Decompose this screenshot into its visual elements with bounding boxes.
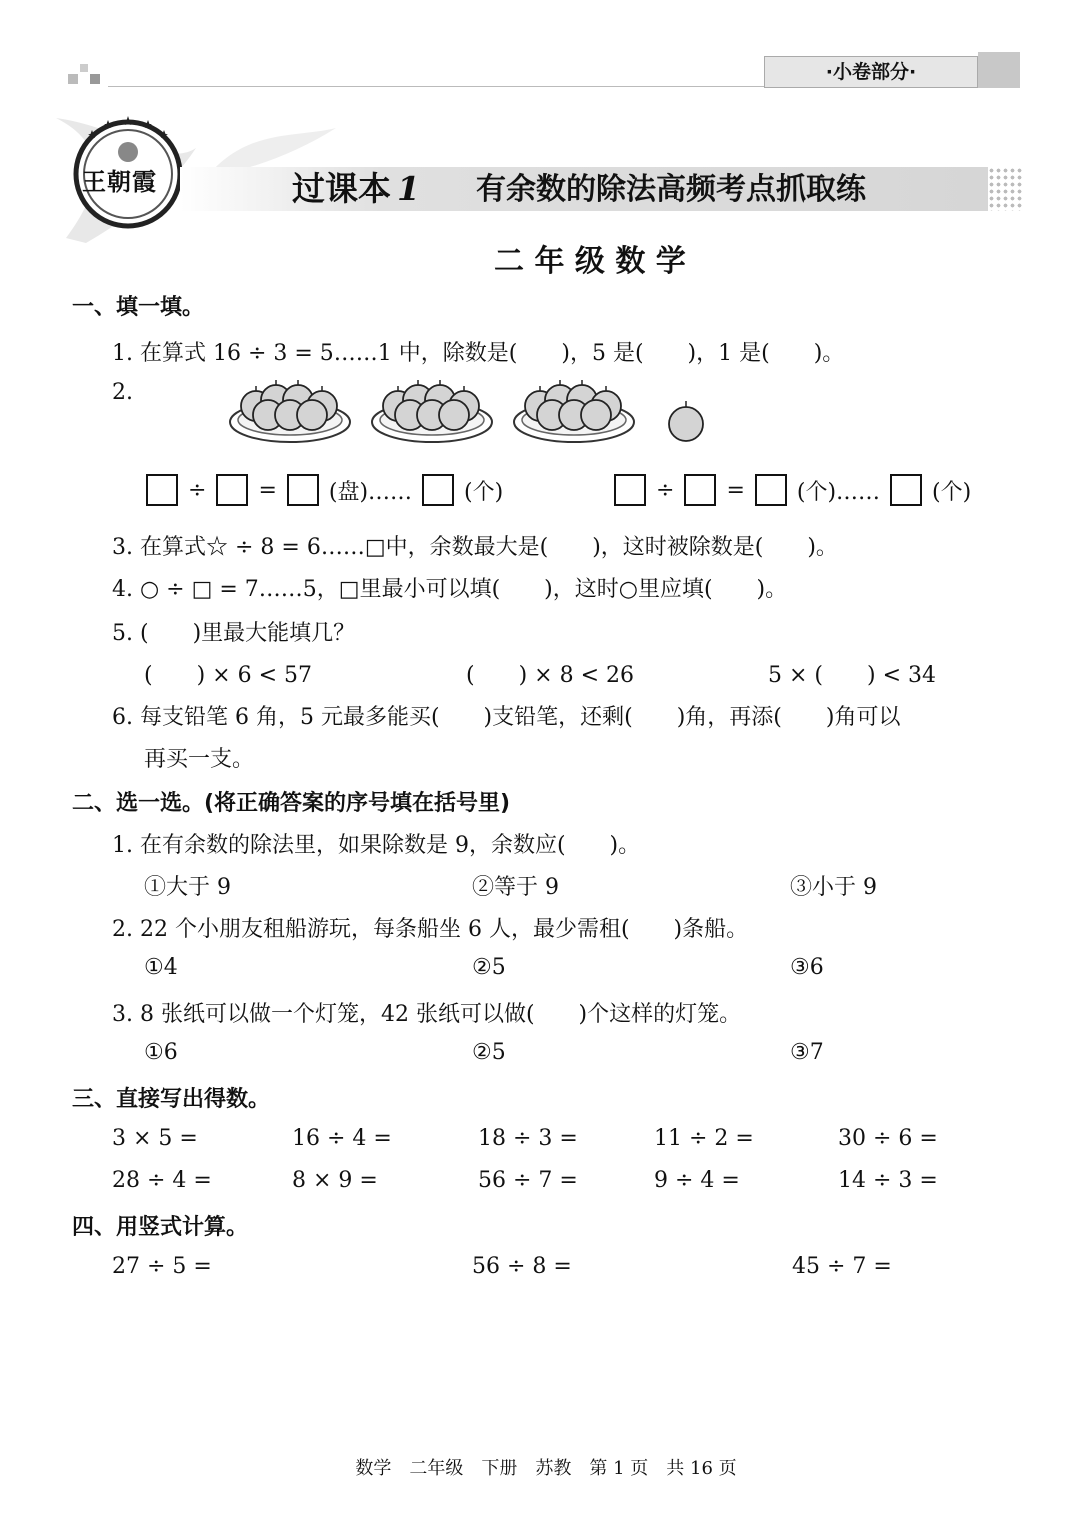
s2-q3-option-3: ③7 — [790, 1040, 824, 1065]
s2-q3-option-2: ②5 — [472, 1040, 506, 1065]
s2-q2-option-2: ②5 — [472, 955, 506, 980]
s3-item: 3 × 5 = — [112, 1126, 198, 1151]
answer-box[interactable] — [146, 474, 178, 506]
s1-q3: 3. 在算式☆ ÷ 8 = 6……□中，余数最大是( )，这时被除数是( )。 — [112, 535, 838, 560]
s4-item: 45 ÷ 7 = — [792, 1254, 892, 1279]
section-tag: ·小卷部分· — [764, 56, 978, 88]
answer-box[interactable] — [216, 474, 248, 506]
s2-q2-option-3: ③6 — [790, 955, 824, 980]
s1-q6-line2: 再买一支。 — [144, 747, 255, 772]
s3-item: 16 ÷ 4 = — [292, 1126, 392, 1151]
s2-q1-option-1: ①大于 9 — [144, 875, 231, 900]
s4-item: 56 ÷ 8 = — [472, 1254, 572, 1279]
s3-item: 56 ÷ 7 = — [478, 1168, 578, 1193]
lesson-heading — [292, 168, 420, 210]
s2-q1-option-2: ②等于 9 — [472, 875, 559, 900]
s3-item: 9 ÷ 4 = — [654, 1168, 740, 1193]
s1-q2-equation-2: ÷ = (个)…… (个) — [614, 474, 975, 506]
s1-q5-item-2: ( ) × 8 < 26 — [466, 663, 634, 688]
s1-q4: 4. ○ ÷ □ = 7……5，□里最小可以填( )，这时○里应填( )。 — [112, 577, 788, 602]
answer-box[interactable] — [422, 474, 454, 506]
s1-q5: 5. ( )里最大能填几？ — [112, 621, 356, 646]
s2-q2: 2. 22 个小朋友租船游玩，每条船坐 6 人，最少需租( )条船。 — [112, 917, 749, 942]
lesson-number: 1 — [397, 169, 420, 208]
lesson-title: 有余数的除法高频考点抓取练 — [476, 172, 866, 207]
page-footer: 数学 二年级 下册 苏教 第 1 页 共 16 页 — [355, 1458, 737, 1479]
s1-q5-item-3: 5 × ( ) < 34 — [768, 663, 936, 688]
s2-q3: 3. 8 张纸可以做一个灯笼，42 张纸可以做( )个这样的灯笼。 — [112, 1002, 742, 1027]
s3-item: 18 ÷ 3 = — [478, 1126, 578, 1151]
s3-item: 28 ÷ 4 = — [112, 1168, 212, 1193]
s3-item: 14 ÷ 3 = — [838, 1168, 938, 1193]
banner-dots — [988, 167, 1022, 211]
s1-q1: 1. 在算式 16 ÷ 3 = 5……1 中，除数是( )，5 是( )，1 是( )。 — [112, 341, 845, 366]
answer-box[interactable] — [287, 474, 319, 506]
s1-q5-item-1: ( ) × 6 < 57 — [144, 663, 312, 688]
tag-end-block — [978, 52, 1020, 88]
logo-text: 王朝霞 — [82, 167, 157, 196]
s2-q1-option-3: ③小于 9 — [790, 875, 877, 900]
s3-item: 30 ÷ 6 = — [838, 1126, 938, 1151]
apple-plates-illustration — [228, 380, 728, 452]
header-corner-squares — [68, 64, 108, 86]
lesson-label: 过课本 — [292, 169, 391, 208]
s3-item: 8 × 9 = — [292, 1168, 378, 1193]
s2-q2-option-1: ①4 — [144, 955, 178, 980]
answer-box[interactable] — [614, 474, 646, 506]
s1-q6-line1: 6. 每支铅笔 6 角，5 元最多能买( )支铅笔，还剩( )角，再添( )角可以 — [112, 705, 901, 730]
section2-title: 二、选一选。(将正确答案的序号填在括号里) — [72, 791, 511, 816]
section3-title: 三、直接写出得数。 — [72, 1087, 271, 1112]
section4-title: 四、用竖式计算。 — [72, 1215, 249, 1240]
s3-item: 11 ÷ 2 = — [654, 1126, 754, 1151]
s1-q2-equation-1: ÷ = (盘)…… (个) — [146, 474, 507, 506]
answer-box[interactable] — [890, 474, 922, 506]
section1-title: 一、填一填。 — [72, 295, 205, 320]
subject-title-text: 二 年 级 数 学 — [494, 244, 686, 279]
answer-box[interactable] — [755, 474, 787, 506]
answer-box[interactable] — [684, 474, 716, 506]
s2-q1: 1. 在有余数的除法里，如果除数是 9，余数应( )。 — [112, 833, 641, 858]
s1-q2-label: 2. — [112, 380, 133, 405]
s4-item: 27 ÷ 5 = — [112, 1254, 212, 1279]
s2-q3-option-1: ①6 — [144, 1040, 178, 1065]
